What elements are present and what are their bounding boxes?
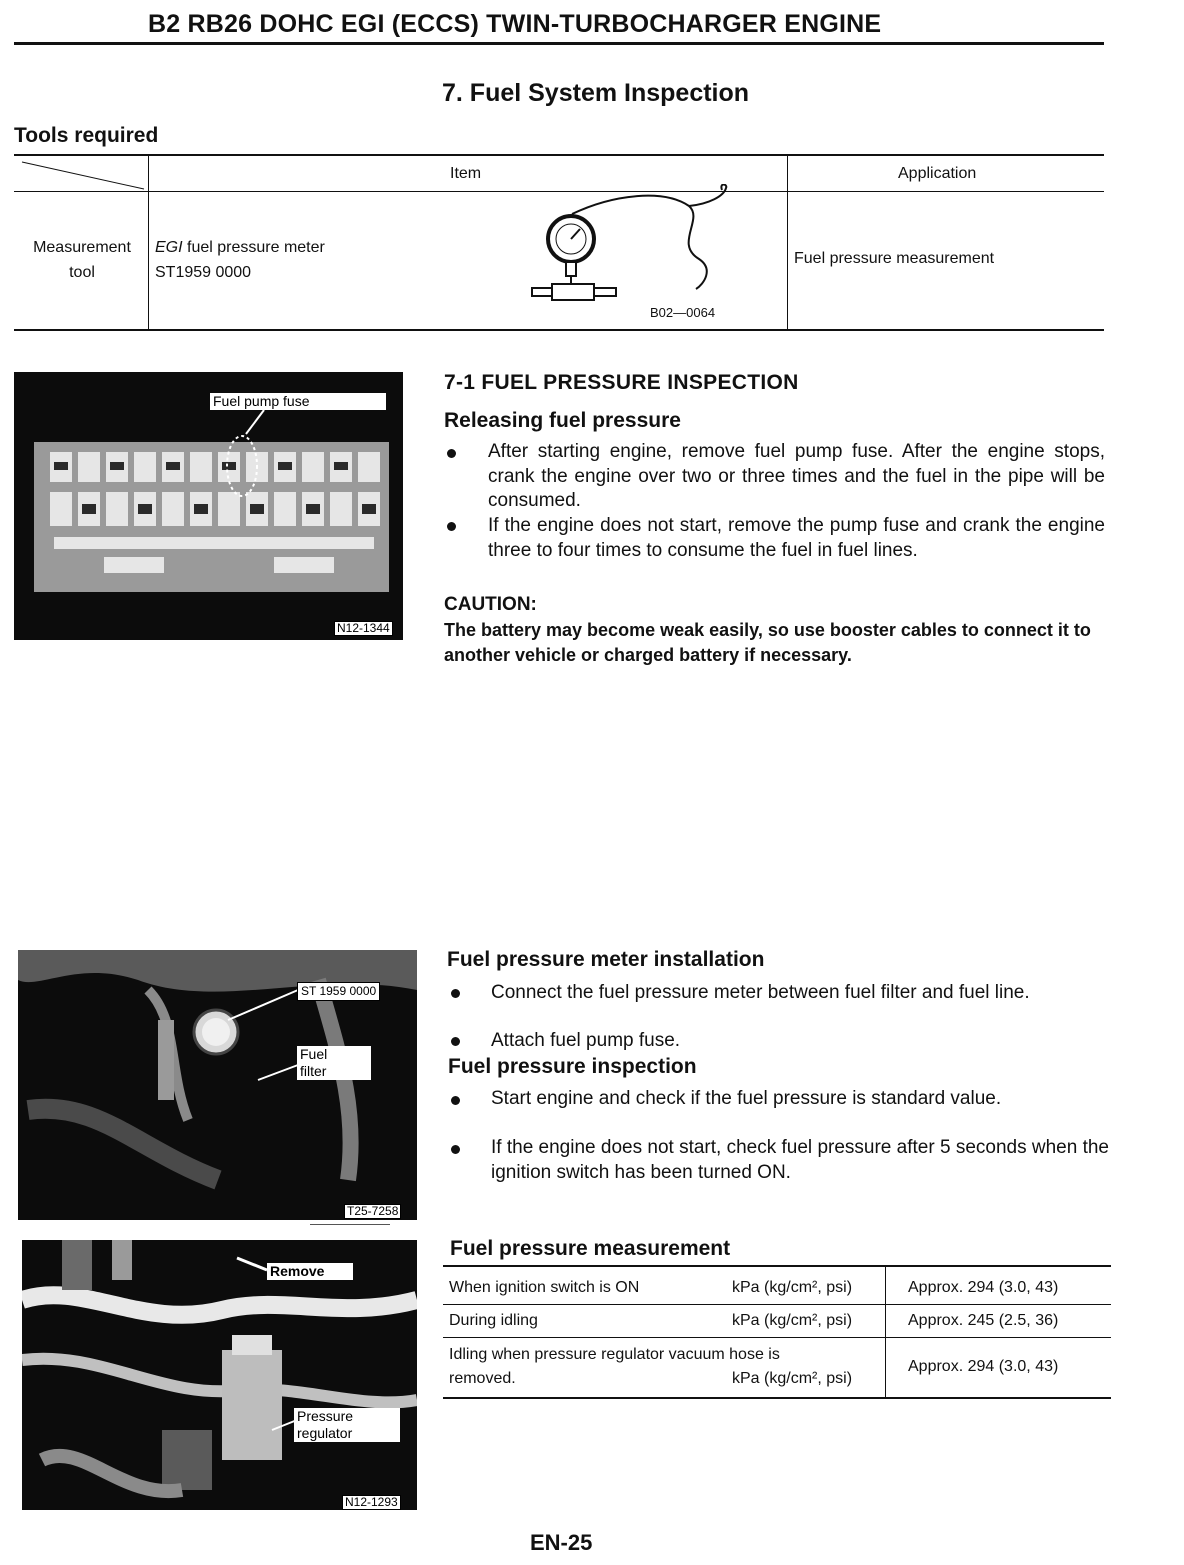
callout-st1959: ST 1959 0000 xyxy=(297,982,380,1001)
installation-bullet-1: Connect the fuel pressure meter between fuel filter and fuel line. xyxy=(491,982,1030,1003)
meter-installation-photo xyxy=(18,950,417,1220)
pressure-regulator-photo xyxy=(22,1240,417,1510)
tool-number: ST1959 0000 xyxy=(155,264,252,281)
measurement-table xyxy=(443,1265,1111,1399)
pressure-inspection-heading: Fuel pressure inspection xyxy=(448,1055,697,1078)
page-number: EN-25 xyxy=(530,1530,593,1555)
document-header-title: B2 RB26 DOHC EGI (ECCS) TWIN-TURBOCHARGER ENGINE xyxy=(148,10,882,38)
bullet-icon xyxy=(451,1037,460,1046)
measurement-top-rule xyxy=(443,1265,1111,1267)
releasing-heading: Releasing fuel pressure xyxy=(444,409,681,432)
table-row-value: Approx. 245 (2.5, 36) xyxy=(908,1312,1059,1329)
table-corner-diagonal xyxy=(14,154,148,192)
table-row-unit: kPa (kg/cm², psi) xyxy=(732,1312,853,1329)
measurement-heading: Fuel pressure measurement xyxy=(450,1237,731,1260)
photo-separator xyxy=(310,1224,390,1225)
callout-fuel-filter-line1: Fuel xyxy=(297,1046,371,1063)
photo-code-fuse-box: N12-1344 xyxy=(334,621,393,636)
caution-heading: CAUTION: xyxy=(444,594,537,615)
callout-pressure-regulator-line2: regulator xyxy=(294,1425,400,1442)
table-divider-1 xyxy=(148,154,149,331)
column-header-item: Item xyxy=(450,165,482,182)
table-row-value: Approx. 294 (3.0, 43) xyxy=(908,1358,1059,1375)
header-rule xyxy=(14,42,1104,45)
bullet-icon xyxy=(451,989,460,998)
releasing-bullet-2: If the engine does not start, remove the pump fuse and crank the engine three to four times to consume the fuel in fuel lines. xyxy=(488,515,1105,561)
pressure-regulator-image xyxy=(22,1240,417,1510)
table-bottom-rule xyxy=(14,329,1104,331)
tools-table xyxy=(14,154,1104,331)
measurement-bottom-rule xyxy=(443,1397,1111,1399)
installation-bullet-2: Attach fuel pump fuse. xyxy=(491,1030,681,1051)
table-row-condition: When ignition switch is ON xyxy=(449,1279,640,1296)
table-row-condition: During idling xyxy=(449,1312,538,1329)
tool-name xyxy=(155,236,325,260)
column-header-application: Application xyxy=(898,165,977,182)
measurement-divider xyxy=(885,1265,886,1399)
application-text: Fuel pressure measurement xyxy=(794,250,995,267)
table-row-unit: kPa (kg/cm², psi) xyxy=(732,1279,853,1296)
photo-code-meter-install: T25-7258 xyxy=(344,1204,401,1219)
fuse-box-photo xyxy=(14,372,403,640)
photo-code-regulator: N12-1293 xyxy=(342,1495,401,1510)
row-label-line1: Measurement xyxy=(33,239,131,256)
section-title: 7. Fuel System Inspection xyxy=(442,79,750,107)
tool-name-egi: EGI xyxy=(155,239,183,256)
tool-name-rest: fuel pressure meter xyxy=(182,239,325,256)
pressure-inspection-bullet-1: Start engine and check if the fuel pressure is standard value. xyxy=(491,1088,1002,1109)
figure-code: B02—0064 xyxy=(650,305,716,320)
bullet-icon xyxy=(447,449,456,458)
table-row-condition-line1: Idling when pressure regulator vacuum hose is xyxy=(449,1346,780,1363)
fuse-box-image xyxy=(14,372,403,640)
callout-fuel-filter-line2: filter xyxy=(297,1063,371,1080)
releasing-bullet-1: After starting engine, remove fuel pump fuse. After the engine stops, crank the engine over two or three times and the fuel in the pipe will be consumed. xyxy=(488,441,1105,511)
measurement-row-rule xyxy=(443,1337,1111,1338)
bullet-icon xyxy=(451,1145,460,1154)
inspection-heading: 7-1 FUEL PRESSURE INSPECTION xyxy=(444,371,799,394)
table-row-value: Approx. 294 (3.0, 43) xyxy=(908,1279,1059,1296)
table-row-unit: kPa (kg/cm², psi) xyxy=(732,1370,853,1387)
bullet-icon xyxy=(451,1096,460,1105)
table-divider-2 xyxy=(787,154,788,331)
installation-heading: Fuel pressure meter installation xyxy=(447,948,765,971)
row-label-line2: tool xyxy=(69,264,95,281)
caution-text: The battery may become weak easily, so use booster cables to connect it to another vehicle or charged battery if necessary. xyxy=(444,620,1091,665)
table-top-rule xyxy=(14,154,1104,156)
tools-required-label: Tools required xyxy=(14,124,159,147)
pressure-inspection-bullet-2: If the engine does not start, check fuel pressure after 5 seconds when the ignition switch has been turned ON. xyxy=(491,1137,1109,1183)
measurement-row-rule xyxy=(443,1304,1111,1305)
table-row-condition-line2: removed. xyxy=(449,1370,516,1387)
callout-pressure-regulator-line1: Pressure xyxy=(294,1408,400,1425)
bullet-icon xyxy=(447,522,456,531)
callout-fuel-pump-fuse: Fuel pump fuse xyxy=(210,393,386,410)
callout-remove: Remove xyxy=(267,1263,353,1280)
